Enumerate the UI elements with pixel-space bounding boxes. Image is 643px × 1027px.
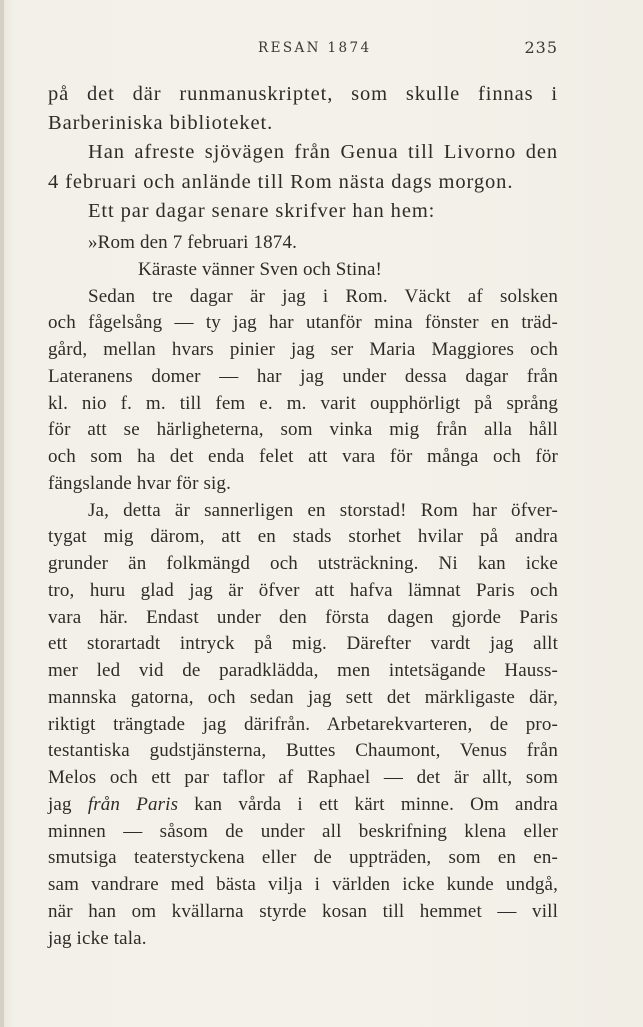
letter-paragraph-2-line-9: riktigt trängtade jag därifrån. Arbetarekvarteren, de pro- [48, 713, 558, 735]
intro-paragraph-3-line-1: Ett par dagar senare skrifver han hem: [88, 199, 436, 222]
intro-paragraph-1-line-2: Barberiniska biblioteket. [48, 112, 274, 135]
letter-paragraph-2-line-12 [48, 792, 558, 819]
letter-dateline: »Rom den 7 februari 1874. [88, 232, 298, 253]
letter-paragraph-1-line-7: och som ha det enda felet att vara för många och för [48, 446, 558, 467]
letter-paragraph-2-line-16: när han om kvällarna styrde kosan till hemmet — vill [48, 900, 558, 922]
running-title: RESAN 1874 [258, 40, 372, 56]
letter-paragraph-2-line-11: Melos och ett par taflor af Raphael — det är allt, som [48, 767, 558, 788]
letter-paragraph-1-line-8: fängslande hvar för sig. [48, 472, 231, 494]
letter-paragraph-2-line-3: grunder än folkmängd och utsträckning. Ni kan icke [48, 553, 558, 574]
page-gutter-shadow [0, 0, 4, 1027]
letter-paragraph-1-line-1: Sedan tre dagar är jag i Rom. Väckt af solsken [88, 285, 558, 307]
intro-paragraph-2-line-1: Han afreste sjövägen från Genua till Livorno den [88, 141, 558, 164]
letter-paragraph-2-line-5: vara här. Endast under den första dagen gjorde Paris [48, 606, 558, 628]
letter-paragraph-1-line-3: gård, mellan hvars pinier jag ser Maria Maggiores och [48, 339, 558, 360]
line-12-start: jag [48, 793, 88, 815]
intro-paragraph-1-line-1: på det där runmanuskriptet, som skulle finnas i [48, 83, 558, 105]
letter-paragraph-1-line-5: kl. nio f. m. till fem e. m. varit oupphörligt på språng [48, 392, 558, 414]
letter-paragraph-2-line-6: ett storartadt intryck på mig. Därefter vardt jag allt [48, 633, 558, 655]
letter-paragraph-2-line-10: testantiska gudstjänsterna, Buttes Chaumont, Venus från [48, 740, 558, 762]
intro-text [48, 80, 558, 226]
letter-paragraph-1-line-4: Lateranens domer — har jag under dessa dagar från [48, 365, 558, 387]
letter-paragraph-2-line-15: sam vandrare med bästa vilja i världen icke kunde undgå, [48, 874, 558, 895]
letter-text [48, 230, 558, 952]
letter-paragraph-1-line-6: för att se härligheterna, som vinka mig från alla håll [48, 419, 558, 441]
letter-paragraph-1-line-2: och fågelsång — ty jag har utanför mina fönster en träd- [48, 312, 558, 334]
letter-paragraph-2-line-7: mer led vid de paradklädda, men intetsägande Hauss- [48, 660, 558, 681]
letter-paragraph-2-line-13: minnen — såsom de under all beskrifning klena eller [48, 820, 558, 842]
letter-paragraph-2-line-14: smutsiga teaterstyckena eller de uppträden, som en en- [48, 847, 558, 869]
letter-paragraph-2-line-2: tygat mig därom, att en stads storhet hvilar på andra [48, 526, 558, 548]
letter-paragraph-2-line-8: mannska gatorna, och sedan jag sett det märkligaste där, [48, 686, 558, 708]
page-header [48, 40, 558, 62]
page-number: 235 [524, 38, 558, 57]
intro-paragraph-2-line-2: 4 februari och anlände till Rom nästa dags morgon. [48, 170, 514, 193]
letter-salutation: Käraste vänner Sven och Stina! [138, 258, 383, 280]
letter-paragraph-2-line-17: jag icke tala. [48, 927, 147, 949]
letter-paragraph-2-line-4: tro, huru glad jag är öfver att hafva lämnat Paris och [48, 579, 558, 601]
letter-paragraph-2-line-1: Ja, detta är sannerligen en storstad! Rom har öfver- [88, 499, 558, 521]
italic-phrase: från Paris [87, 793, 179, 815]
line-12-end: kan vårda i ett kärt minne. Om andra [178, 793, 559, 815]
